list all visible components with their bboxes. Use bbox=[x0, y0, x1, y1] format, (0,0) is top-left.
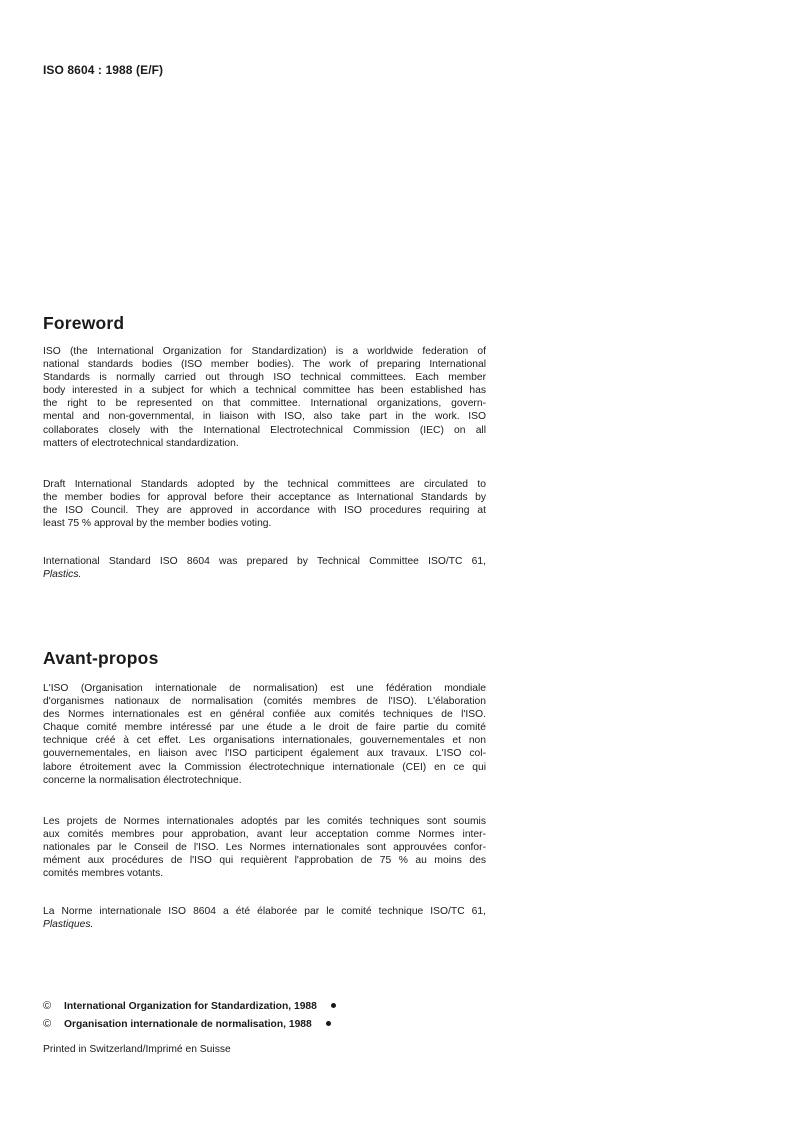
text-line: body interested in a subject for which a technical committee has been established has bbox=[43, 385, 486, 397]
text-line: mément aux procédures de l'ISO qui requièrent l'approbation de 75 % au moins des bbox=[43, 855, 486, 867]
avant-propos-title: Avant-propos bbox=[43, 648, 159, 668]
text-line: concerne la normalisation électrotechnique. bbox=[43, 774, 242, 786]
copyright-icon: © bbox=[43, 1018, 52, 1030]
text-line: International Standard ISO 8604 was prepared by Technical Committee ISO/TC 61, bbox=[43, 556, 486, 567]
avant-propos-paragraph-1 bbox=[43, 682, 486, 787]
copyright-line-french bbox=[43, 1018, 331, 1030]
text-line: least 75 % approval by the member bodies voting. bbox=[43, 518, 272, 530]
foreword-paragraph-1 bbox=[43, 345, 486, 450]
text-line: Standards is normally carried out through ISO technical committees. Each member bbox=[43, 372, 486, 384]
copyright-text: International Organization for Standardization, 1988 bbox=[64, 1001, 317, 1012]
document-id-header: ISO 8604 : 1988 (E/F) bbox=[43, 63, 164, 77]
copyright-text: Organisation internationale de normalisation, 1988 bbox=[64, 1019, 312, 1030]
text-line: the right to be represented on that committee. International organizations, govern- bbox=[43, 398, 486, 410]
text-line: the member bodies for approval before their acceptance as International Standards by bbox=[43, 492, 486, 504]
copyright-icon: © bbox=[43, 1000, 52, 1012]
text-line: aux comités membres pour approbation, avant leur acceptation comme Normes inter- bbox=[43, 829, 486, 841]
printed-in-notice: Printed in Switzerland/Imprimé en Suisse bbox=[43, 1044, 231, 1055]
committee-name-italic: Plastiques. bbox=[43, 919, 94, 931]
foreword-paragraph-2 bbox=[43, 478, 486, 530]
committee-name-italic: Plastics. bbox=[43, 569, 82, 581]
text-line: comités membres votants. bbox=[43, 868, 164, 880]
copyright-line-english bbox=[43, 1000, 336, 1012]
text-line: des Normes internationales est en général confiée aux comités techniques de l'ISO. bbox=[43, 709, 486, 721]
text-line: labore étroitement avec la Commission électrotechnique internationale (CEI) en ce qui bbox=[43, 761, 486, 773]
text-line: matters of electrotechnical standardization. bbox=[43, 437, 239, 449]
bullet-dot-icon bbox=[331, 1003, 336, 1008]
foreword-paragraph-3 bbox=[43, 555, 486, 581]
text-line: national standards bodies (ISO member bodies). The work of preparing International bbox=[43, 359, 486, 371]
text-line: collaborates closely with the International Electrotechnical Commission (IEC) on all bbox=[43, 424, 486, 436]
text-line: technique créé à cet effet. Les organisations internationales, gouvernementales et non bbox=[43, 735, 486, 747]
text-line: mental and non-governmental, in liaison with ISO, also take part in the work. ISO bbox=[43, 411, 486, 423]
avant-propos-paragraph-2 bbox=[43, 815, 486, 880]
text-line: Les projets de Normes internationales adoptés par les comités techniques sont soumis bbox=[43, 816, 486, 827]
bullet-dot-icon bbox=[326, 1021, 331, 1026]
avant-propos-paragraph-3 bbox=[43, 905, 486, 931]
text-line: L'ISO (Organisation internationale de normalisation) est une fédération mondiale bbox=[43, 683, 486, 694]
text-line: La Norme internationale ISO 8604 a été élaborée par le comité technique ISO/TC 61, bbox=[43, 906, 486, 917]
text-line: Draft International Standards adopted by the technical committees are circulated to bbox=[43, 479, 486, 490]
text-line: gouvernementales, en liaison avec l'ISO participent également aux travaux. L'ISO col- bbox=[43, 748, 486, 760]
text-line: the ISO Council. They are approved in accordance with ISO procedures requiring at bbox=[43, 505, 486, 517]
text-line: Chaque comité membre intéressé par une étude a le droit de faire partie du comité bbox=[43, 722, 486, 734]
foreword-title: Foreword bbox=[43, 313, 125, 333]
text-line: nationales par le Conseil de l'ISO. Les Normes internationales sont approuvées confor- bbox=[43, 842, 486, 854]
text-line: ISO (the International Organization for Standardization) is a worldwide federation of bbox=[43, 346, 486, 357]
text-line: d'organismes nationaux de normalisation (comités membres de l'ISO). L'élaboration bbox=[43, 696, 486, 708]
